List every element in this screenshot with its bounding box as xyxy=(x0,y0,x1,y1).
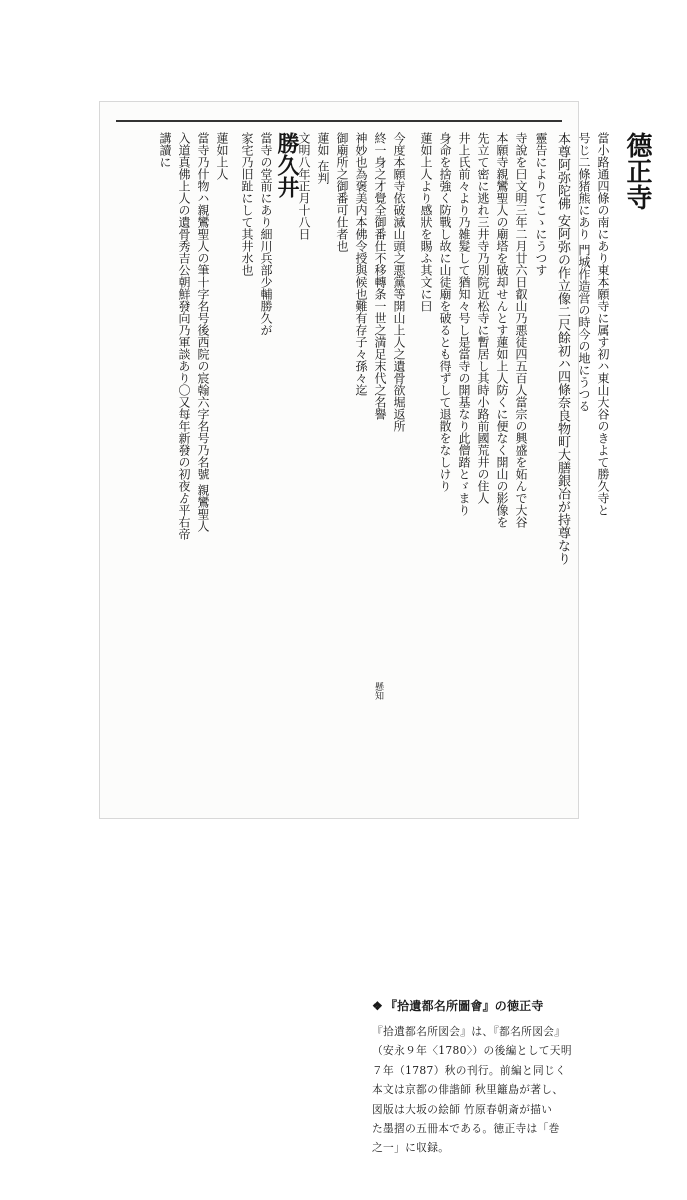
caption-line: 図版は大坂の絵師 竹原春朝斎が描い xyxy=(372,1102,553,1116)
caption-title xyxy=(372,997,594,1014)
text-column: 德正寺 xyxy=(622,132,652,210)
text-column: 勝久井 xyxy=(274,132,300,198)
text-column: 御廟所之御番可仕者也 xyxy=(335,132,349,252)
text-column: 身命を捨強く防戰し故に山徒廟を破るとも得ずして退散をなしけり xyxy=(438,132,452,492)
text-column: 當小路通四條の南にあり東本願寺に属す初ハ東山大谷のきよて勝久寺と xyxy=(596,132,610,516)
text-column: 靈告によりてこゝにうつす xyxy=(534,132,548,276)
caption-title-text: 『拾遺都名所圖會』の徳正寺 xyxy=(384,999,544,1013)
text-column: 懸知 xyxy=(373,682,383,700)
text-column: 蓮如 在判 xyxy=(316,132,330,184)
diamond-bullet-icon: ❖ xyxy=(372,999,383,1013)
top-rule xyxy=(116,120,562,122)
text-column: 号じ二條猪熊にあり 門城作造営の時今の地にうつる xyxy=(577,132,591,412)
caption-line: た墨摺の五冊本である。徳正寺は「巻 xyxy=(372,1122,560,1136)
text-column: 入道真佛上人の遺骨秀吉公朝鮮發向乃軍談あり〇又每年新發の初夜ゟ平右帝 xyxy=(177,132,191,540)
text-column: 蓮如上人より感狀を賜ふ其文に曰 xyxy=(419,132,433,312)
text-column: 講讀に xyxy=(158,132,172,168)
woodblock-print-page xyxy=(99,101,652,819)
text-column: 神妙也為褒美内本佛令授與候也難有存子々孫々迄 xyxy=(354,132,368,396)
figure-caption xyxy=(372,997,594,1158)
text-column: 家宅乃旧趾にして其井水也 xyxy=(240,132,254,276)
caption-line: ７年（1787）秋の刊行。前編と同じく xyxy=(372,1063,567,1077)
text-column: 當寺の堂前にあり細川兵部少輔勝久が xyxy=(259,132,273,336)
text-column: 今度本願寺依破滅山頭之悪黨等開山上人之遺骨欲堀返所 xyxy=(392,132,406,432)
text-column: 先立て密に逃れ三井寺乃別院近松寺に暫居し其時小路前國荒井の住人 xyxy=(476,132,490,504)
text-column: 蓮如上人 xyxy=(215,132,229,180)
text-column: 井上氏前々より乃雑髮して猶知々号し是當寺の開基なり此僧踏とゞまり xyxy=(457,132,471,516)
text-column: 文明八年正月十八日 xyxy=(297,132,311,240)
caption-line: 本文は京都の俳諧師 秋里籬島が著し、 xyxy=(372,1083,564,1097)
text-column: 寺說を曰文明三年二月廿六日叡山乃悪徒四五百人當宗の興盛を妬んで大谷 xyxy=(514,132,528,528)
caption-body xyxy=(372,1022,594,1158)
text-column: 終一身之才覺全御番仕不移轉条一世之満足末代之名譽 xyxy=(373,132,387,420)
text-column: 本願寺親鸞聖人の廟塔を破却せんとす蓮如上人防くに便なく開山の影像を xyxy=(495,132,509,528)
caption-line: 之一」に収録。 xyxy=(372,1141,450,1155)
caption-line: 『拾遺都名所図会』は、『都名所図会』 xyxy=(372,1025,566,1038)
text-column: 當寺乃什物ハ親鸞聖人の筆十字名号後西院の宸翰六字名号乃名號 親鸞聖人 xyxy=(196,132,210,532)
text-column: 本尊阿弥陀佛 安阿弥の作立像二尺餘初ハ四條奈良物町大膳銀冶が持尊なり xyxy=(555,132,570,566)
caption-line: （安永９年〈1780〉）の後編として天明 xyxy=(372,1044,572,1058)
